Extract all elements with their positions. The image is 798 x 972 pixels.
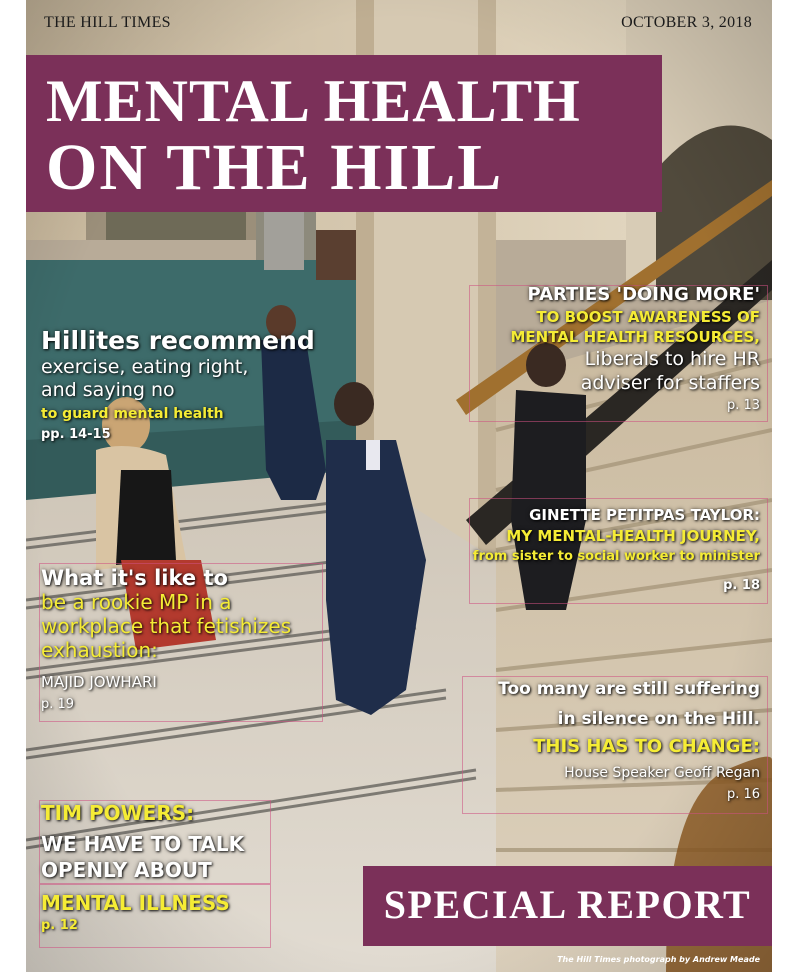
- story-rookie-author: MAJID JOWHARI: [41, 673, 157, 691]
- story-parties-line-2: TO BOOST AWARENESS OF: [536, 308, 760, 326]
- story-regan-line-1: Too many are still suffering: [498, 679, 760, 699]
- story-powers-line-4: MENTAL ILLNESS: [41, 891, 230, 915]
- story-parties-line-5: adviser for staffers: [580, 372, 760, 394]
- special-report-label: SPECIAL REPORT: [383, 882, 752, 927]
- cover: [26, 0, 772, 972]
- story-hillites-line-4: to guard mental health: [41, 406, 224, 422]
- special-report-banner: [363, 866, 772, 946]
- story-parties-headline: PARTIES 'DOING MORE': [527, 284, 760, 305]
- masthead-line-2: ON THE HILL: [46, 131, 504, 204]
- story-rookie-line-4: exhaustion:: [41, 638, 158, 662]
- story-regan-line-2: in silence on the Hill.: [557, 709, 760, 729]
- masthead-line-1: MENTAL HEALTH: [46, 68, 581, 134]
- photo-credit: The Hill Times photograph by Andrew Meade: [557, 955, 760, 964]
- story-hillites-line-3: and saying no: [41, 379, 175, 401]
- story-regan-author: House Speaker Geoff Regan: [564, 765, 760, 781]
- story-petitpas-page: p. 18: [723, 578, 760, 593]
- story-regan-line-3: THIS HAS TO CHANGE:: [533, 736, 760, 757]
- story-rookie-line-2: be a rookie MP in a: [41, 590, 232, 614]
- story-regan: [326, 678, 760, 818]
- story-petitpas-line-2: MY MENTAL-HEALTH JOURNEY,: [506, 527, 760, 545]
- story-powers-line-2: WE HAVE TO TALK: [41, 832, 245, 856]
- story-parties-page: p. 13: [726, 398, 760, 413]
- story-petitpas: [326, 505, 760, 605]
- story-hillites-page: pp. 14-15: [41, 427, 111, 442]
- story-parties-line-4: Liberals to hire HR: [584, 348, 760, 370]
- story-rookie-line-3: workplace that fetishizes: [41, 614, 292, 638]
- story-rookie-page: p. 19: [41, 697, 75, 712]
- story-rookie: [41, 565, 341, 725]
- story-rookie-headline: What it's like to: [41, 566, 228, 590]
- story-hillites-headline: Hillites recommend: [41, 326, 315, 355]
- story-petitpas-line-3: from sister to social worker to minister: [472, 549, 760, 564]
- publication-name: THE HILL TIMES: [44, 14, 171, 31]
- story-hillites-line-2: exercise, eating right,: [41, 356, 249, 378]
- story-powers-line-3: OPENLY ABOUT: [41, 858, 212, 882]
- masthead-banner: [26, 55, 662, 212]
- story-petitpas-headline: GINETTE PETITPAS TAYLOR:: [529, 506, 760, 524]
- issue-date: OCTOBER 3, 2018: [621, 14, 752, 31]
- story-powers: [41, 800, 341, 950]
- story-parties: [326, 284, 760, 424]
- story-powers-page: p. 12: [41, 918, 78, 933]
- story-parties-line-3: MENTAL HEALTH RESOURCES,: [510, 328, 760, 346]
- story-powers-line-1: TIM POWERS:: [41, 801, 195, 825]
- story-regan-page: p. 16: [726, 787, 760, 802]
